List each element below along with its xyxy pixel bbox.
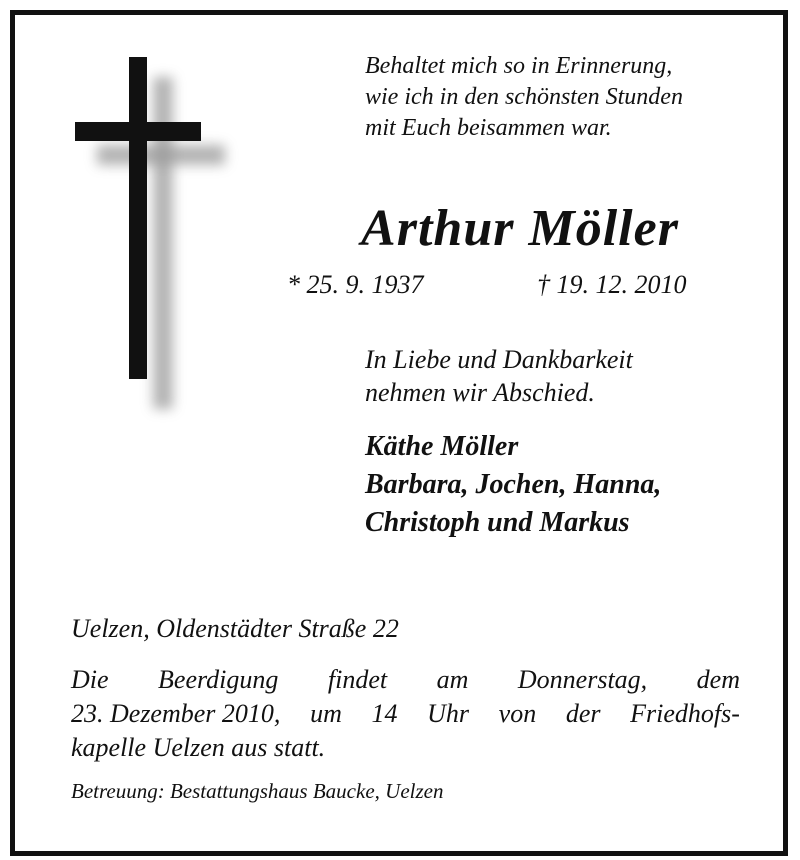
mourner-line: Christoph und Markus xyxy=(365,507,630,538)
funeral-word: Friedhofs- xyxy=(630,699,740,728)
cross-vertical-bar xyxy=(129,57,147,379)
funeral-line-1 xyxy=(71,663,740,697)
funeral-word: Beerdigung xyxy=(158,665,279,694)
cross-shadow-horizontal xyxy=(97,145,225,165)
funeral-home-credit: Betreuung: Bestattungshaus Baucke, Uelzen xyxy=(71,779,444,803)
cross-horizontal-bar xyxy=(75,122,201,141)
funeral-word: 23. Dezember 2010, xyxy=(71,699,281,728)
mourner-line: Barbara, Jochen, Hanna, xyxy=(365,469,662,500)
funeral-notice xyxy=(71,663,740,765)
death-date: † 19. 12. 2010 xyxy=(537,270,687,299)
farewell-text xyxy=(365,343,745,409)
funeral-word: der xyxy=(565,699,601,728)
deceased-name: Arthur Möller xyxy=(361,200,679,257)
funeral-word: findet xyxy=(327,665,388,694)
motto-line: wie ich in den schönsten Stunden xyxy=(365,84,683,110)
funeral-word: Donnerstag, xyxy=(517,665,648,694)
funeral-line-2 xyxy=(71,697,740,731)
obituary-frame xyxy=(10,10,788,856)
motto-verse xyxy=(365,51,745,144)
funeral-word: von xyxy=(498,699,537,728)
mourner-line: Käthe Möller xyxy=(365,431,519,462)
funeral-word: um xyxy=(310,699,342,728)
farewell-line: In Liebe und Dankbarkeit xyxy=(365,345,633,374)
cross-icon xyxy=(75,57,225,417)
funeral-word: Die xyxy=(71,665,109,694)
motto-line: Behaltet mich so in Erinnerung, xyxy=(365,53,673,79)
farewell-line: nehmen wir Abschied. xyxy=(365,378,595,407)
funeral-word: 14 xyxy=(371,699,398,728)
birth-date: * 25. 9. 1937 xyxy=(287,270,424,299)
funeral-word: dem xyxy=(696,665,740,694)
funeral-line-3: kapelle Uelzen aus statt. xyxy=(71,733,326,762)
funeral-word: Uhr xyxy=(427,699,470,728)
motto-line: mit Euch beisammen war. xyxy=(365,115,612,141)
family-address: Uelzen, Oldenstädter Straße 22 xyxy=(71,614,399,643)
funeral-word: am xyxy=(436,665,469,694)
mourners-list xyxy=(365,428,765,542)
